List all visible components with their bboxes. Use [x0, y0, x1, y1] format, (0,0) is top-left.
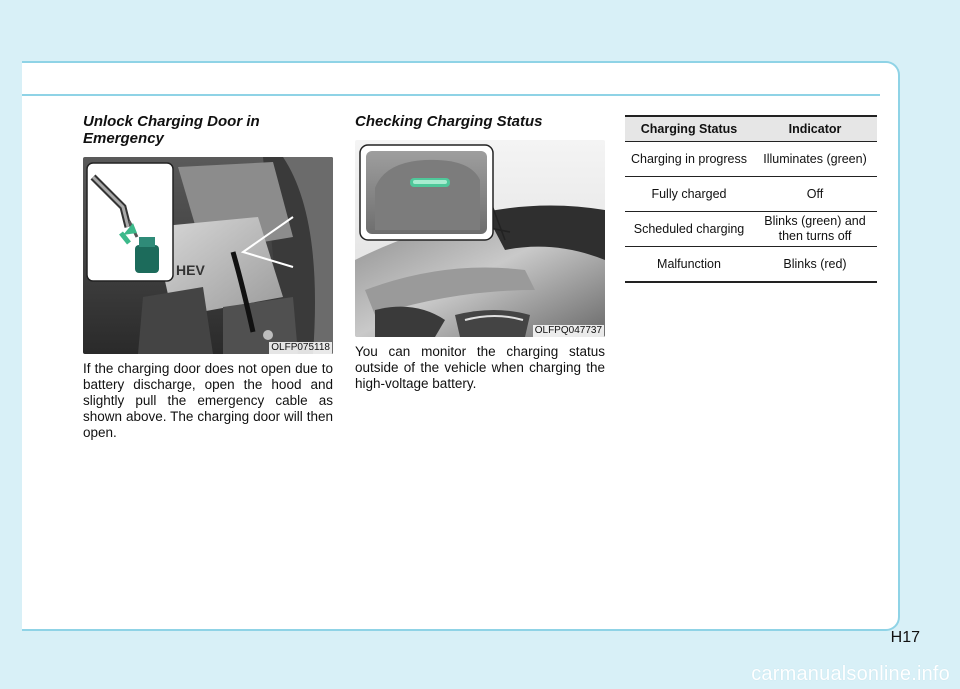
status-cell: Fully charged	[625, 177, 753, 212]
paragraph-monitor-status: You can monitor the charging status outside of the vehicle when charging the high-voltage battery.	[355, 344, 605, 391]
indicator-cell: Illuminates (green)	[753, 142, 877, 177]
indicator-cell: Off	[753, 177, 877, 212]
hev-badge: HEV	[176, 262, 205, 278]
status-cell: Charging in progress	[625, 142, 753, 177]
table-row	[625, 247, 877, 283]
header-charging-status: Charging Status	[625, 116, 753, 142]
figure-code: OLFPQ047737	[534, 325, 602, 336]
engine-bay-illustration	[83, 157, 333, 354]
header-rule	[22, 94, 880, 96]
figure-charging-indicator	[355, 140, 605, 337]
indicator-cell: Blinks (green) and then turns off	[753, 212, 877, 247]
indicator-cell: Blinks (red)	[753, 247, 877, 283]
page-number: H17	[890, 629, 920, 646]
table-row	[625, 177, 877, 212]
table-header-row	[625, 116, 877, 142]
table-row	[625, 212, 877, 247]
figure-code: OLFP075118	[271, 342, 330, 353]
charging-status-table	[625, 115, 877, 283]
paragraph-unlock-instructions: If the charging door does not open due to battery discharge, open the hood and slightly pull the emergency cable as shown above. The charging door will then open.	[83, 361, 333, 440]
car-hood-illustration	[355, 140, 605, 337]
figure-emergency-cable	[83, 157, 333, 354]
section-title-unlock-charging-door: Unlock Charging Door in Emergency	[83, 113, 260, 147]
watermark[interactable]: carmanualsonline.info	[751, 663, 950, 685]
status-cell: Malfunction	[625, 247, 753, 283]
table-row	[625, 142, 877, 177]
header-indicator: Indicator	[753, 116, 877, 142]
status-cell: Scheduled charging	[625, 212, 753, 247]
left-margin-bar	[0, 0, 22, 689]
section-title-checking-charging-status: Checking Charging Status	[355, 113, 543, 130]
